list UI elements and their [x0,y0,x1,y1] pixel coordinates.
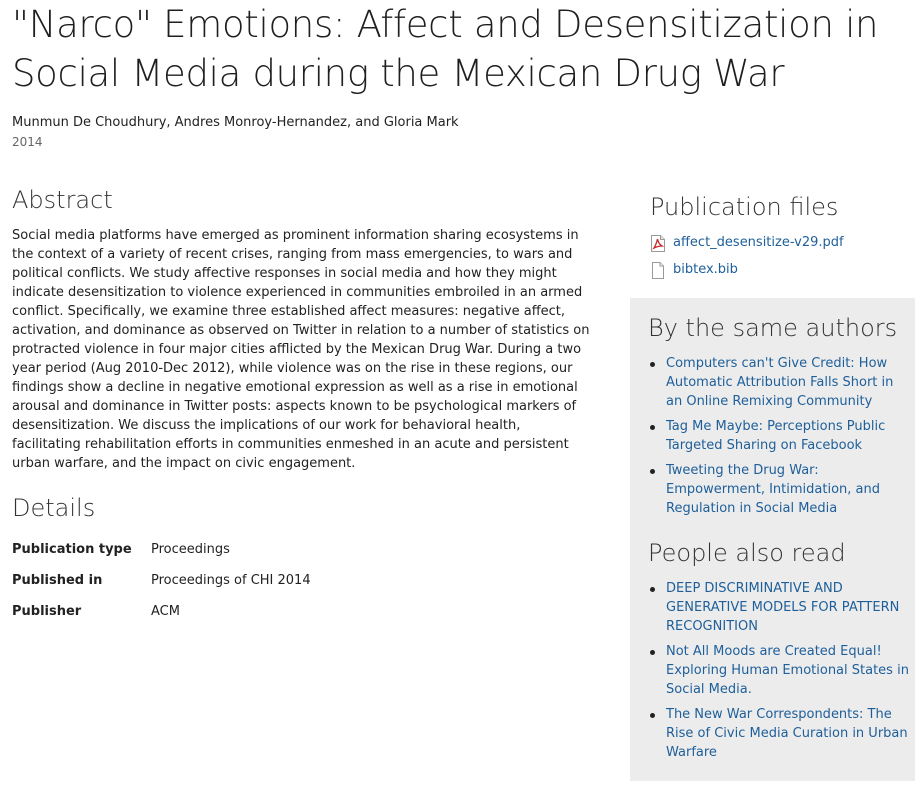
related-paper-link[interactable]: Tweeting the Drug War: Empowerment, Intimidation, and Regulation in Social Media [666,463,880,516]
bibtex-file-link[interactable]: bibtex.bib [673,262,738,277]
related-paper-link[interactable]: DEEP DISCRIMINATIVE AND GENERATIVE MODELS FOR PATTERN RECOGNITION [666,581,900,634]
details-value: Proceedings of CHI 2014 [151,573,311,588]
list-item [666,461,912,518]
pdf-file-icon [650,235,666,252]
generic-file-icon [650,262,666,279]
pdf-file-link[interactable]: affect_desensitize-v29.pdf [673,235,844,250]
details-value: Proceedings [151,542,230,557]
details-label: Publication type [12,542,132,557]
publication-year: 2014 [12,135,43,149]
list-item [666,417,912,455]
details-label: Published in [12,573,103,588]
list-item [666,705,912,762]
bullet-icon [650,587,655,592]
also-read-list [666,579,912,768]
details-label: Publisher [12,604,82,619]
related-sidebar [630,298,915,781]
related-paper-link[interactable]: Computers can't Give Credit: How Automatic Attribution Falls Short in an Online Remixing Community [666,356,894,409]
bullet-icon [650,650,655,655]
bullet-icon [650,713,655,718]
page-title: "Narco" Emotions: Affect and Desensitization in Social Media during the Mexican Drug War [12,3,879,95]
details-value: ACM [151,604,180,619]
bullet-icon [650,362,655,367]
related-paper-link[interactable]: Not All Moods are Created Equal! Exploring Human Emotional States in Social Media. [666,644,909,697]
list-item [666,354,912,411]
abstract-text: Social media platforms have emerged as prominent information sharing ecosystems in the context of a variety of recent crises, ranging from mass emergencies, to wars and political conflicts. We study affective responses in social media and how they might indicate desensitization to violence experienced in communities embroiled in an armed conflict. Specifically, we examine three established affect measures: negative affect, activation, and dominance as observed on Twitter in relation to a number of statistics on protracted violence in four major cities afflicted by the Mexican Drug War. During a two year period (Aug 2010-Dec 2012), while violence was on the rise in these regions, our findings show a decline in negative emotional expression as well as a rise in emotional arousal and dominance in Twitter posts: aspects known to be psychological markers of desensitization. We discuss the implications of our work for behavioral health, facilitating rehabilitation efforts in communities enmeshed in an acute and persistent urban warfare, and the impact on civic engagement. [12,228,590,471]
file-item-pdf [650,234,844,252]
publication-files-heading: Publication files [650,193,839,221]
details-row-published-in [12,571,311,602]
list-item [666,579,912,636]
details-row-publisher [12,602,311,633]
abstract-heading: Abstract [12,186,113,214]
related-paper-link[interactable]: The New War Correspondents: The Rise of Civic Media Curation in Urban Warfare [666,707,908,760]
related-paper-link[interactable]: Tag Me Maybe: Perceptions Public Targeted Sharing on Facebook [666,419,886,453]
list-item [666,642,912,699]
author-list: Munmun De Choudhury, Andres Monroy-Hernandez, and Gloria Mark [12,115,459,130]
bullet-icon [650,425,655,430]
details-heading: Details [12,494,96,522]
also-read-heading: People also read [648,539,846,567]
bullet-icon [650,469,655,474]
details-row-publication-type [12,540,311,571]
same-authors-list [666,354,912,524]
details-table [12,540,311,633]
same-authors-heading: By the same authors [648,314,898,342]
file-item-bib [650,261,738,279]
